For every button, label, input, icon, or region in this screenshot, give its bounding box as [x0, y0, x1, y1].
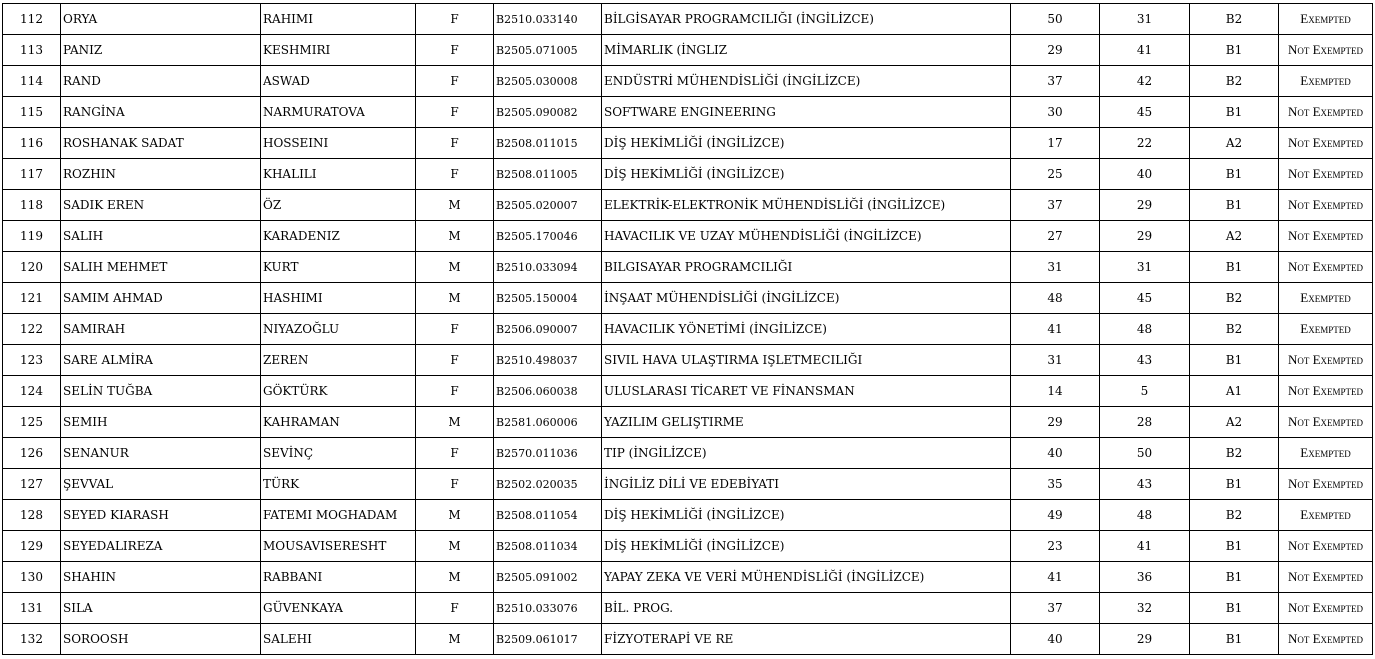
score-1-cell: 31	[1011, 345, 1100, 376]
row-number-cell: 113	[3, 35, 61, 66]
first-name-cell: SAMIRAH	[61, 314, 261, 345]
level-cell: B1	[1190, 252, 1279, 283]
exemption-status-cell: Exempted	[1279, 66, 1373, 97]
student-id-cell: B2506.090007	[494, 314, 602, 345]
score-2-cell: 28	[1100, 407, 1190, 438]
program-name-cell: ELEKTRİK-ELEKTRONİK MÜHENDİSLİĞİ (İNGİLİZCE)	[602, 190, 1011, 221]
gender-cell: F	[416, 159, 494, 190]
score-2-cell: 45	[1100, 283, 1190, 314]
exemption-status-cell: Not Exempted	[1279, 376, 1373, 407]
first-name-cell: RAND	[61, 66, 261, 97]
row-number-cell: 127	[3, 469, 61, 500]
last-name-cell: SEVİNÇ	[261, 438, 416, 469]
score-1-cell: 37	[1011, 66, 1100, 97]
level-cell: B2	[1190, 4, 1279, 35]
row-number-cell: 118	[3, 190, 61, 221]
program-name-cell: DİŞ HEKİMLİĞİ (İNGİLİZCE)	[602, 128, 1011, 159]
first-name-cell: SARE ALMİRA	[61, 345, 261, 376]
program-name-cell: DİŞ HEKİMLİĞİ (İNGİLİZCE)	[602, 531, 1011, 562]
last-name-cell: FATEMI MOGHADAM	[261, 500, 416, 531]
row-number-cell: 126	[3, 438, 61, 469]
score-1-cell: 29	[1011, 407, 1100, 438]
first-name-cell: SEYED KIARASH	[61, 500, 261, 531]
row-number-cell: 121	[3, 283, 61, 314]
first-name-cell: SEMIH	[61, 407, 261, 438]
student-id-cell: B2508.011005	[494, 159, 602, 190]
table-body	[3, 4, 1373, 655]
score-1-cell: 35	[1011, 469, 1100, 500]
last-name-cell: KARADENIZ	[261, 221, 416, 252]
exemption-status-cell: Not Exempted	[1279, 128, 1373, 159]
exemption-status-cell: Exempted	[1279, 4, 1373, 35]
program-name-cell: İNŞAAT MÜHENDİSLİĞİ (İNGİLİZCE)	[602, 283, 1011, 314]
program-name-cell: YAZILIM GELIŞTIRME	[602, 407, 1011, 438]
level-cell: B1	[1190, 35, 1279, 66]
score-2-cell: 48	[1100, 314, 1190, 345]
gender-cell: F	[416, 376, 494, 407]
table-row	[3, 66, 1373, 97]
row-number-cell: 115	[3, 97, 61, 128]
score-2-cell: 43	[1100, 345, 1190, 376]
gender-cell: M	[416, 531, 494, 562]
score-2-cell: 42	[1100, 66, 1190, 97]
program-name-cell: SIVIL HAVA ULAŞTIRMA IŞLETMECILIĞI	[602, 345, 1011, 376]
table-row	[3, 252, 1373, 283]
last-name-cell: HOSSEINI	[261, 128, 416, 159]
table-row	[3, 128, 1373, 159]
first-name-cell: SILA	[61, 593, 261, 624]
exemption-status-cell: Not Exempted	[1279, 407, 1373, 438]
exemption-status-cell: Not Exempted	[1279, 190, 1373, 221]
student-id-cell: B2508.011034	[494, 531, 602, 562]
score-2-cell: 29	[1100, 221, 1190, 252]
gender-cell: M	[416, 624, 494, 655]
gender-cell: F	[416, 314, 494, 345]
program-name-cell: HAVACILIK YÖNETİMİ (İNGİLİZCE)	[602, 314, 1011, 345]
gender-cell: F	[416, 66, 494, 97]
score-2-cell: 41	[1100, 531, 1190, 562]
score-1-cell: 31	[1011, 252, 1100, 283]
last-name-cell: KESHMIRI	[261, 35, 416, 66]
student-id-cell: B2506.060038	[494, 376, 602, 407]
exemption-status-cell: Not Exempted	[1279, 221, 1373, 252]
last-name-cell: ZEREN	[261, 345, 416, 376]
row-number-cell: 129	[3, 531, 61, 562]
level-cell: B1	[1190, 593, 1279, 624]
table-row	[3, 624, 1373, 655]
student-results-table	[2, 3, 1373, 655]
gender-cell: M	[416, 190, 494, 221]
gender-cell: F	[416, 438, 494, 469]
level-cell: B2	[1190, 438, 1279, 469]
student-id-cell: B2505.020007	[494, 190, 602, 221]
exemption-status-cell: Not Exempted	[1279, 35, 1373, 66]
gender-cell: F	[416, 4, 494, 35]
first-name-cell: PANIZ	[61, 35, 261, 66]
exemption-status-cell: Exempted	[1279, 438, 1373, 469]
last-name-cell: GÖKTÜRK	[261, 376, 416, 407]
exemption-status-cell: Not Exempted	[1279, 469, 1373, 500]
gender-cell: M	[416, 252, 494, 283]
first-name-cell: SENANUR	[61, 438, 261, 469]
gender-cell: F	[416, 469, 494, 500]
student-id-cell: B2581.060006	[494, 407, 602, 438]
exemption-status-cell: Not Exempted	[1279, 593, 1373, 624]
gender-cell: M	[416, 500, 494, 531]
program-name-cell: FİZYOTERAPİ VE RE	[602, 624, 1011, 655]
last-name-cell: GÜVENKAYA	[261, 593, 416, 624]
last-name-cell: KURT	[261, 252, 416, 283]
last-name-cell: TÜRK	[261, 469, 416, 500]
last-name-cell: MOUSAVISERESHT	[261, 531, 416, 562]
table-row	[3, 562, 1373, 593]
program-name-cell: BILGISAYAR PROGRAMCILIĞI	[602, 252, 1011, 283]
score-2-cell: 5	[1100, 376, 1190, 407]
first-name-cell: RANGİNA	[61, 97, 261, 128]
score-1-cell: 29	[1011, 35, 1100, 66]
gender-cell: F	[416, 35, 494, 66]
table-row	[3, 500, 1373, 531]
table-row	[3, 221, 1373, 252]
student-id-cell: B2505.170046	[494, 221, 602, 252]
score-1-cell: 49	[1011, 500, 1100, 531]
score-2-cell: 48	[1100, 500, 1190, 531]
row-number-cell: 125	[3, 407, 61, 438]
last-name-cell: KHALILI	[261, 159, 416, 190]
table-row	[3, 438, 1373, 469]
program-name-cell: HAVACILIK VE UZAY MÜHENDİSLİĞİ (İNGİLİZCE)	[602, 221, 1011, 252]
program-name-cell: BİLGİSAYAR PROGRAMCILIĞI (İNGİLİZCE)	[602, 4, 1011, 35]
program-name-cell: SOFTWARE ENGINEERING	[602, 97, 1011, 128]
student-id-cell: B2510.033076	[494, 593, 602, 624]
table-row	[3, 531, 1373, 562]
score-2-cell: 41	[1100, 35, 1190, 66]
program-name-cell: İNGİLİZ DİLİ VE EDEBİYATI	[602, 469, 1011, 500]
level-cell: A2	[1190, 128, 1279, 159]
level-cell: B1	[1190, 562, 1279, 593]
program-name-cell: MİMARLIK (İNGLIZ	[602, 35, 1011, 66]
level-cell: B2	[1190, 314, 1279, 345]
student-id-cell: B2505.150004	[494, 283, 602, 314]
last-name-cell: NIYAZOĞLU	[261, 314, 416, 345]
score-1-cell: 41	[1011, 562, 1100, 593]
score-2-cell: 40	[1100, 159, 1190, 190]
gender-cell: M	[416, 221, 494, 252]
exemption-status-cell: Not Exempted	[1279, 97, 1373, 128]
exemption-status-cell: Exempted	[1279, 314, 1373, 345]
level-cell: B1	[1190, 190, 1279, 221]
row-number-cell: 128	[3, 500, 61, 531]
score-2-cell: 29	[1100, 190, 1190, 221]
program-name-cell: YAPAY ZEKA VE VERİ MÜHENDİSLİĞİ (İNGİLİZCE)	[602, 562, 1011, 593]
score-1-cell: 37	[1011, 190, 1100, 221]
first-name-cell: SALIH	[61, 221, 261, 252]
last-name-cell: SALEHI	[261, 624, 416, 655]
first-name-cell: SEYEDALIREZA	[61, 531, 261, 562]
score-1-cell: 30	[1011, 97, 1100, 128]
last-name-cell: RAHIMI	[261, 4, 416, 35]
score-2-cell: 22	[1100, 128, 1190, 159]
score-1-cell: 27	[1011, 221, 1100, 252]
table-row	[3, 469, 1373, 500]
last-name-cell: KAHRAMAN	[261, 407, 416, 438]
score-2-cell: 50	[1100, 438, 1190, 469]
level-cell: A1	[1190, 376, 1279, 407]
score-2-cell: 31	[1100, 4, 1190, 35]
student-id-cell: B2508.011054	[494, 500, 602, 531]
row-number-cell: 132	[3, 624, 61, 655]
table-row	[3, 35, 1373, 66]
score-2-cell: 45	[1100, 97, 1190, 128]
last-name-cell: NARMURATOVA	[261, 97, 416, 128]
table-row	[3, 159, 1373, 190]
score-1-cell: 40	[1011, 624, 1100, 655]
score-2-cell: 31	[1100, 252, 1190, 283]
score-1-cell: 37	[1011, 593, 1100, 624]
table-row	[3, 314, 1373, 345]
score-1-cell: 40	[1011, 438, 1100, 469]
table-row	[3, 4, 1373, 35]
student-id-cell: B2505.030008	[494, 66, 602, 97]
program-name-cell: TIP (İNGİLİZCE)	[602, 438, 1011, 469]
first-name-cell: SALIH MEHMET	[61, 252, 261, 283]
row-number-cell: 117	[3, 159, 61, 190]
first-name-cell: ROZHIN	[61, 159, 261, 190]
gender-cell: F	[416, 345, 494, 376]
first-name-cell: ŞEVVAL	[61, 469, 261, 500]
student-id-cell: B2509.061017	[494, 624, 602, 655]
level-cell: B1	[1190, 469, 1279, 500]
score-2-cell: 29	[1100, 624, 1190, 655]
level-cell: B2	[1190, 66, 1279, 97]
student-id-cell: B2505.071005	[494, 35, 602, 66]
program-name-cell: DİŞ HEKİMLİĞİ (İNGİLİZCE)	[602, 500, 1011, 531]
level-cell: B1	[1190, 624, 1279, 655]
gender-cell: F	[416, 593, 494, 624]
last-name-cell: ÖZ	[261, 190, 416, 221]
program-name-cell: ULUSLARASI TİCARET VE FİNANSMAN	[602, 376, 1011, 407]
table-row	[3, 345, 1373, 376]
last-name-cell: HASHIMI	[261, 283, 416, 314]
student-id-cell: B2502.020035	[494, 469, 602, 500]
row-number-cell: 122	[3, 314, 61, 345]
level-cell: B1	[1190, 97, 1279, 128]
score-1-cell: 41	[1011, 314, 1100, 345]
row-number-cell: 114	[3, 66, 61, 97]
first-name-cell: ROSHANAK SADAT	[61, 128, 261, 159]
program-name-cell: DİŞ HEKİMLİĞİ (İNGİLİZCE)	[602, 159, 1011, 190]
table-row	[3, 593, 1373, 624]
last-name-cell: ASWAD	[261, 66, 416, 97]
first-name-cell: SOROOSH	[61, 624, 261, 655]
exemption-status-cell: Not Exempted	[1279, 345, 1373, 376]
score-2-cell: 36	[1100, 562, 1190, 593]
first-name-cell: SHAHIN	[61, 562, 261, 593]
score-1-cell: 14	[1011, 376, 1100, 407]
program-name-cell: ENDÜSTRİ MÜHENDİSLİĞİ (İNGİLİZCE)	[602, 66, 1011, 97]
student-id-cell: B2508.011015	[494, 128, 602, 159]
student-id-cell: B2510.498037	[494, 345, 602, 376]
level-cell: B1	[1190, 159, 1279, 190]
exemption-status-cell: Not Exempted	[1279, 562, 1373, 593]
program-name-cell: BİL. PROG.	[602, 593, 1011, 624]
first-name-cell: ORYA	[61, 4, 261, 35]
student-id-cell: B2505.090082	[494, 97, 602, 128]
table-row	[3, 97, 1373, 128]
score-2-cell: 43	[1100, 469, 1190, 500]
level-cell: B2	[1190, 283, 1279, 314]
gender-cell: F	[416, 128, 494, 159]
row-number-cell: 120	[3, 252, 61, 283]
level-cell: A2	[1190, 221, 1279, 252]
row-number-cell: 131	[3, 593, 61, 624]
row-number-cell: 112	[3, 4, 61, 35]
exemption-status-cell: Exempted	[1279, 283, 1373, 314]
row-number-cell: 124	[3, 376, 61, 407]
exemption-status-cell: Not Exempted	[1279, 252, 1373, 283]
table-row	[3, 376, 1373, 407]
score-1-cell: 50	[1011, 4, 1100, 35]
score-1-cell: 48	[1011, 283, 1100, 314]
row-number-cell: 123	[3, 345, 61, 376]
exemption-status-cell: Exempted	[1279, 500, 1373, 531]
exemption-status-cell: Not Exempted	[1279, 531, 1373, 562]
student-id-cell: B2510.033094	[494, 252, 602, 283]
first-name-cell: SAMIM AHMAD	[61, 283, 261, 314]
table-row	[3, 283, 1373, 314]
first-name-cell: SELİN TUĞBA	[61, 376, 261, 407]
exemption-status-cell: Not Exempted	[1279, 159, 1373, 190]
level-cell: B1	[1190, 345, 1279, 376]
score-1-cell: 25	[1011, 159, 1100, 190]
student-id-cell: B2510.033140	[494, 4, 602, 35]
table-row	[3, 190, 1373, 221]
row-number-cell: 130	[3, 562, 61, 593]
score-1-cell: 23	[1011, 531, 1100, 562]
level-cell: B2	[1190, 500, 1279, 531]
table-row	[3, 407, 1373, 438]
student-id-cell: B2570.011036	[494, 438, 602, 469]
score-1-cell: 17	[1011, 128, 1100, 159]
gender-cell: M	[416, 562, 494, 593]
exemption-status-cell: Not Exempted	[1279, 624, 1373, 655]
row-number-cell: 119	[3, 221, 61, 252]
first-name-cell: SADIK EREN	[61, 190, 261, 221]
gender-cell: M	[416, 407, 494, 438]
score-2-cell: 32	[1100, 593, 1190, 624]
last-name-cell: RABBANI	[261, 562, 416, 593]
level-cell: A2	[1190, 407, 1279, 438]
gender-cell: M	[416, 283, 494, 314]
student-id-cell: B2505.091002	[494, 562, 602, 593]
gender-cell: F	[416, 97, 494, 128]
row-number-cell: 116	[3, 128, 61, 159]
level-cell: B1	[1190, 531, 1279, 562]
